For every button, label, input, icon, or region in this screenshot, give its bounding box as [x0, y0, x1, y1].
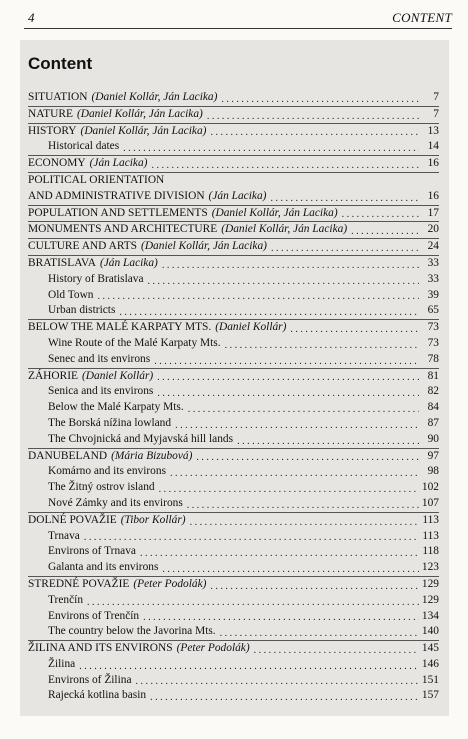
toc-subentry[interactable]: [28, 336, 439, 352]
dot-leader: [342, 209, 419, 221]
toc-subentry[interactable]: [28, 272, 439, 288]
entry-title: STREDNÉ POVAŽIE: [28, 577, 130, 590]
dot-leader: [150, 692, 419, 704]
dot-leader: [210, 581, 419, 593]
entry-page-number: 82: [427, 385, 439, 398]
dot-leader: [270, 193, 419, 205]
entry-title: The Borská nížina lowland: [48, 416, 172, 429]
entry-page-number: 39: [427, 288, 439, 301]
toc-subentry[interactable]: [28, 400, 439, 416]
entry-title: POPULATION AND SETTLEMENTS: [28, 206, 208, 219]
entry-page-number: 140: [421, 625, 439, 638]
toc-subentry[interactable]: [28, 609, 439, 625]
entry-page-number: 151: [421, 673, 439, 686]
entry-authors: (Daniel Kollár, Ján Lacika): [76, 107, 203, 120]
entry-authors: (Daniel Kollár, Ján Lacika): [211, 206, 338, 219]
entry-title: Old Town: [48, 288, 94, 301]
dot-leader: [170, 468, 419, 480]
entry-page-number: 13: [427, 124, 439, 137]
dot-leader: [162, 260, 419, 272]
entry-authors: (Daniel Kollár): [215, 321, 287, 334]
entry-page-number: 118: [422, 545, 439, 558]
entry-title: Galanta and its environs: [48, 561, 159, 574]
toc-subentry[interactable]: [28, 544, 439, 560]
toc-subentry[interactable]: [28, 416, 439, 432]
entry-authors: (Daniel Kollár, Ján Lacika): [221, 223, 348, 236]
dot-leader: [136, 676, 419, 688]
dot-leader: [188, 404, 419, 416]
toc-subentry[interactable]: [28, 593, 439, 609]
toc-title: Content: [28, 54, 93, 73]
entry-page-number: 87: [427, 416, 439, 429]
toc-subentry[interactable]: [28, 688, 439, 704]
toc-entry[interactable]: [28, 155, 439, 172]
entry-page-number: 7: [433, 107, 439, 120]
entry-title: The Žitný ostrov island: [48, 481, 155, 494]
toc-entry[interactable]: [28, 238, 439, 255]
dot-leader: [221, 94, 419, 106]
toc-entry[interactable]: [28, 319, 439, 336]
entry-page-number: 33: [427, 256, 439, 269]
entry-title: Trenčín: [48, 593, 84, 606]
entry-page-number: 129: [421, 593, 439, 606]
entry-page-number: 113: [422, 529, 439, 542]
entry-title: ZÁHORIE: [28, 369, 78, 382]
dot-leader: [79, 661, 419, 673]
entry-page-number: 113: [422, 513, 439, 526]
entry-title: Urban districts: [48, 304, 116, 317]
dot-leader: [98, 291, 419, 303]
entry-title: DOLNÉ POVAŽIE: [28, 513, 117, 526]
entry-title: AND ADMINISTRATIVE DIVISION: [28, 189, 205, 202]
entry-title: ECONOMY: [28, 157, 86, 170]
dot-leader: [187, 500, 419, 512]
running-section-title: CONTENT: [392, 10, 452, 25]
entry-title: Below the Malé Karpaty Mts.: [48, 401, 184, 414]
entry-title: HISTORY: [28, 124, 77, 137]
entry-page-number: 157: [421, 689, 439, 702]
dot-leader: [157, 388, 419, 400]
entry-title: Žilina: [48, 657, 76, 670]
entry-title: BELOW THE MALÉ KARPATY MTS.: [28, 321, 212, 334]
toc-entry[interactable]: [28, 512, 439, 529]
dot-leader: [151, 160, 419, 172]
dot-leader: [196, 452, 419, 464]
entry-title: NATURE: [28, 107, 73, 120]
toc-entry[interactable]: [28, 172, 439, 189]
entry-title: Komárno and its environs: [48, 465, 166, 478]
entry-title: The Chvojnická and Myjavská hill lands: [48, 432, 234, 445]
toc-entry[interactable]: [28, 255, 439, 272]
entry-title: Environs of Trnava: [48, 545, 136, 558]
entry-page-number: 33: [427, 272, 439, 285]
entry-page-number: 129: [421, 577, 439, 590]
toc-entry[interactable]: [28, 205, 439, 222]
entry-page-number: 73: [427, 321, 439, 334]
entry-page-number: 17: [427, 206, 439, 219]
entry-page-number: 84: [427, 401, 439, 414]
dot-leader: [254, 645, 419, 657]
toc-entry[interactable]: [28, 221, 439, 238]
toc-subentry[interactable]: [28, 288, 439, 304]
toc-entry[interactable]: [28, 90, 439, 106]
dot-leader: [148, 276, 419, 288]
entry-page-number: 78: [427, 352, 439, 365]
entry-title: Senec and its environs: [48, 352, 151, 365]
toc-subentry[interactable]: [28, 657, 439, 673]
entry-title: Senica and its environs: [48, 385, 154, 398]
dot-leader: [157, 372, 419, 384]
toc-subentry[interactable]: [28, 624, 439, 640]
entry-authors: (Peter Podolák): [133, 577, 207, 590]
dot-leader: [87, 597, 419, 609]
dot-leader: [123, 143, 419, 155]
toc-subentry[interactable]: [28, 303, 439, 319]
dot-leader: [159, 484, 419, 496]
toc-subentry[interactable]: [28, 464, 439, 480]
entry-page-number: 98: [427, 465, 439, 478]
dot-leader: [225, 340, 419, 352]
entry-authors: (Mária Bizubová): [111, 449, 193, 462]
entry-page-number: 16: [427, 189, 439, 202]
entry-title: CULTURE AND ARTS: [28, 240, 138, 253]
entry-title: Environs of Trenčín: [48, 609, 140, 622]
entry-page-number: 134: [421, 609, 439, 622]
dot-leader: [237, 436, 419, 448]
entry-title: DANUBELAND: [28, 449, 108, 462]
dot-leader: [119, 307, 419, 319]
entry-page-number: 24: [427, 240, 439, 253]
entry-page-number: 123: [421, 561, 439, 574]
dot-leader: [175, 420, 419, 432]
toc-entry[interactable]: [28, 576, 439, 593]
entry-authors: (Peter Podolák): [176, 642, 250, 655]
dot-leader: [271, 243, 419, 255]
dot-leader: [162, 564, 419, 576]
entry-authors: (Daniel Kollár): [81, 369, 154, 382]
entry-page-number: 16: [427, 157, 439, 170]
entry-page-number: 73: [427, 336, 439, 349]
toc-entry[interactable]: [28, 448, 439, 465]
dot-leader: [143, 612, 419, 624]
entry-page-number: 7: [433, 91, 439, 103]
dot-leader: [210, 127, 419, 139]
entry-page-number: 65: [427, 304, 439, 317]
entry-page-number: 20: [427, 223, 439, 236]
toc-entry[interactable]: [28, 368, 439, 385]
page-number: 4: [28, 10, 35, 25]
entry-title: ŽILINA AND ITS ENVIRONS: [28, 642, 173, 655]
table-of-contents: [20, 40, 449, 716]
entry-page-number: 145: [421, 642, 439, 655]
toc-entry[interactable]: [28, 106, 439, 123]
entry-authors: (Ján Lacika): [99, 256, 158, 269]
toc-subentry[interactable]: [28, 139, 439, 155]
entry-authors: (Daniel Kollár, Ján Lacika): [141, 240, 267, 253]
dot-leader: [351, 226, 419, 238]
toc-subentry[interactable]: [28, 384, 439, 400]
entry-title: POLITICAL ORIENTATION: [28, 173, 165, 186]
toc-subentry[interactable]: [28, 529, 439, 545]
entry-title: Nové Zámky and its environs: [48, 496, 183, 509]
entry-authors: (Daniel Kollár, Ján Lacika): [80, 124, 207, 137]
entry-page-number: 107: [421, 496, 439, 509]
toc-subentry[interactable]: [28, 432, 439, 448]
entry-title: SITUATION: [28, 91, 88, 103]
entry-page-number: 102: [421, 481, 439, 494]
entry-title: Wine Route of the Malé Karpaty Mts.: [48, 336, 221, 349]
entry-title: Trnava: [48, 529, 80, 542]
toc-subentry[interactable]: [28, 352, 439, 368]
entry-title: History of Bratislava: [48, 272, 144, 285]
dot-leader: [154, 356, 419, 368]
entry-authors: (Ján Lacika): [208, 189, 267, 202]
toc-list: [28, 90, 439, 704]
dot-leader: [207, 111, 419, 123]
dot-leader: [140, 548, 419, 560]
toc-subentry[interactable]: [28, 496, 439, 512]
dot-leader: [84, 532, 419, 544]
toc-subentry[interactable]: [28, 560, 439, 576]
dot-leader: [220, 628, 419, 640]
entry-page-number: 81: [427, 369, 439, 382]
entry-page-number: 90: [427, 432, 439, 445]
toc-entry[interactable]: [28, 189, 439, 205]
dot-leader: [290, 324, 419, 336]
entry-page-number: 146: [421, 657, 439, 670]
entry-page-number: 97: [427, 449, 439, 462]
running-header: [24, 6, 452, 29]
entry-page-number: 14: [427, 140, 439, 153]
entry-authors: (Tibor Kollár): [120, 513, 186, 526]
entry-title: Rajecká kotlina basin: [48, 689, 147, 702]
toc-entry[interactable]: [28, 123, 439, 140]
toc-subentry[interactable]: [28, 673, 439, 689]
entry-title: Environs of Žilina: [48, 673, 132, 686]
entry-authors: (Ján Lacika): [89, 157, 148, 170]
dot-leader: [190, 517, 419, 529]
entry-title: BRATISLAVA: [28, 256, 96, 269]
entry-title: Historical dates: [48, 140, 120, 153]
entry-authors: (Daniel Kollár, Ján Lacika): [91, 91, 218, 103]
toc-subentry[interactable]: [28, 480, 439, 496]
entry-title: MONUMENTS AND ARCHITECTURE: [28, 223, 218, 236]
entry-title: The country below the Javorina Mts.: [48, 625, 216, 638]
toc-entry[interactable]: [28, 640, 439, 657]
